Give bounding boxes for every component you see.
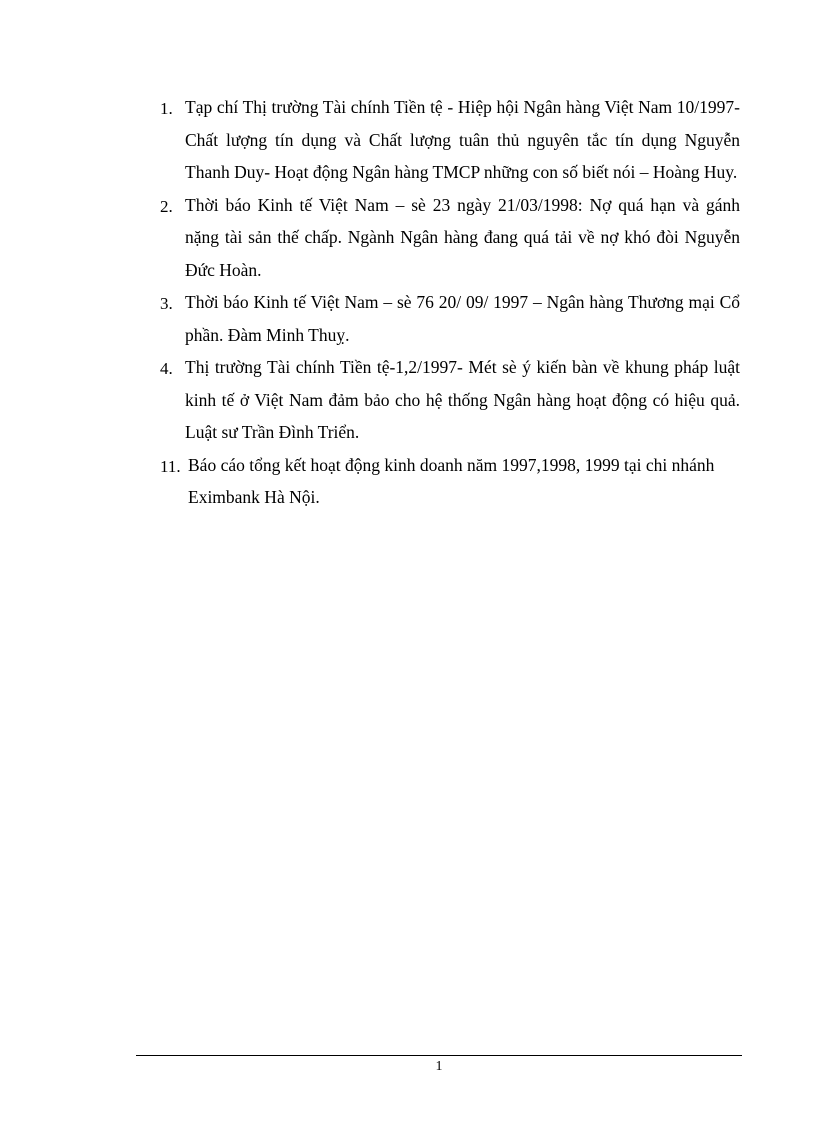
reference-text: Thời báo Kinh tế Việt Nam – sè 76 20/ 09/ 1997 – Ngân hàng Thương mại Cổ phần. Đàm Minh Thuỵ. <box>185 292 740 345</box>
reference-number: 11. <box>160 456 181 476</box>
reference-list <box>160 91 740 514</box>
reference-text: Thị trường Tài chính Tiền tệ-1,2/1997- Mét sè ý kiến bàn về khung pháp luật kinh tế ở Việt Nam đảm bảo cho hệ thống Ngân hàng hoạt động có hiệu quả. Luật sư Trần Đình Triển. <box>185 357 740 442</box>
reference-text: Tạp chí Thị trường Tài chính Tiền tệ - Hiệp hội Ngân hàng Việt Nam 10/1997- Chất lượng tín dụng và Chất lượng tuân thủ nguyên tắc tín dụng Nguyễn Thanh Duy- Hoạt động Ngân hàng TMCP những con số biết nói – Hoàng Huy. <box>185 97 740 182</box>
reference-item-3 <box>160 286 740 351</box>
footer-divider <box>136 1055 742 1056</box>
reference-number: 3. <box>160 294 173 313</box>
reference-item-4 <box>160 351 740 449</box>
reference-item-11 <box>160 449 740 514</box>
reference-text: Báo cáo tổng kết hoạt động kinh doanh năm 1997,1998, 1999 tại chi nhánh Eximbank Hà Nội. <box>188 454 715 507</box>
reference-item-2 <box>160 189 740 287</box>
reference-number: 4. <box>160 359 173 378</box>
page-number: 1 <box>435 1059 443 1074</box>
reference-item-1 <box>160 91 740 189</box>
reference-number: 2. <box>160 196 173 216</box>
reference-number: 1. <box>160 99 173 118</box>
reference-text: Thời báo Kinh tế Việt Nam – sè 23 ngày 21/03/1998: Nợ quá hạn và gánh nặng tài sản thế chấp. Ngành Ngân hàng đang quá tải về nợ khó đòi Nguyễn Đức Hoàn. <box>185 194 740 280</box>
